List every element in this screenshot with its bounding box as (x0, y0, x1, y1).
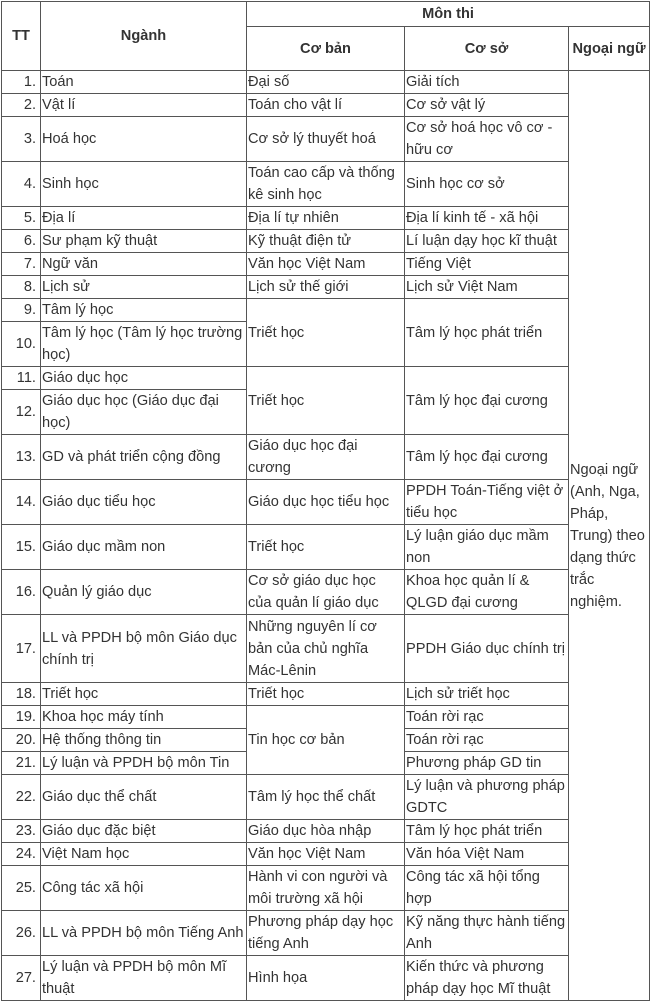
row-major: Tâm lý học (41, 299, 247, 322)
row-major: Toán (41, 71, 247, 94)
table-row (2, 525, 650, 570)
row-basic-subject: Giáo dục học đại cương (247, 435, 405, 480)
table-row (2, 94, 650, 117)
row-major: Giáo dục học (41, 367, 247, 390)
header-ngoai-ngu: Ngoại ngữ (569, 27, 650, 71)
header-mon-thi: Môn thi (247, 2, 650, 27)
row-basic-subject: Đại số (247, 71, 405, 94)
row-basic-subject: Hình họa (247, 956, 405, 1001)
row-foundation-subject: Tiếng Việt (405, 253, 569, 276)
row-foundation-subject: Kiến thức và phương pháp dạy học Mĩ thuật (405, 956, 569, 1001)
table-row (2, 615, 650, 683)
row-number: 25. (2, 866, 41, 911)
row-major: Lý luận và PPDH bộ môn Mĩ thuật (41, 956, 247, 1001)
row-basic-subject: Cơ sở lý thuyết hoá (247, 117, 405, 162)
row-number: 13. (2, 435, 41, 480)
row-basic-subject: Triết học (247, 525, 405, 570)
row-number: 17. (2, 615, 41, 683)
row-foundation-subject: Kỹ năng thực hành tiếng Anh (405, 911, 569, 956)
row-basic-subject: Giáo dục học tiểu học (247, 480, 405, 525)
row-major: Triết học (41, 683, 247, 706)
row-major: Hệ thống thông tin (41, 729, 247, 752)
table-row (2, 706, 650, 729)
row-number: 11. (2, 367, 41, 390)
header-co-ban: Cơ bản (247, 27, 405, 71)
row-foundation-subject: PPDH Giáo dục chính trị (405, 615, 569, 683)
row-foundation-subject: Lịch sử Việt Nam (405, 276, 569, 299)
table-row (2, 956, 650, 1001)
row-major: Vật lí (41, 94, 247, 117)
row-basic-subject: Tâm lý học thể chất (247, 775, 405, 820)
row-foundation-subject: Lý luận và phương pháp GDTC (405, 775, 569, 820)
row-basic-subject: Triết học (247, 683, 405, 706)
row-foundation-subject: Địa lí kinh tế - xã hội (405, 207, 569, 230)
foreign-language-cell: Ngoại ngữ (Anh, Nga, Pháp, Trung) theo dạng thức trắc nghiệm. (569, 71, 650, 1001)
row-basic-subject: Hành vi con người và môi trường xã hội (247, 866, 405, 911)
row-number: 5. (2, 207, 41, 230)
row-number: 24. (2, 843, 41, 866)
row-major: Sinh học (41, 162, 247, 207)
row-number: 14. (2, 480, 41, 525)
table-row (2, 299, 650, 322)
row-foundation-subject: Tâm lý học đại cương (405, 367, 569, 435)
table-row (2, 911, 650, 956)
row-major: Giáo dục thể chất (41, 775, 247, 820)
row-number: 2. (2, 94, 41, 117)
row-number: 22. (2, 775, 41, 820)
table-row (2, 253, 650, 276)
row-foundation-subject: Giải tích (405, 71, 569, 94)
row-major: Khoa học máy tính (41, 706, 247, 729)
row-basic-subject: Văn học Việt Nam (247, 253, 405, 276)
row-basic-subject: Triết học (247, 299, 405, 367)
row-basic-subject: Tin học cơ bản (247, 706, 405, 775)
row-major: Việt Nam học (41, 843, 247, 866)
table-row (2, 843, 650, 866)
row-basic-subject: Những nguyên lí cơ bản của chủ nghĩa Mác-Lênin (247, 615, 405, 683)
table-row (2, 367, 650, 390)
table-row (2, 820, 650, 843)
table-row (2, 570, 650, 615)
row-basic-subject: Kỹ thuật điện tử (247, 230, 405, 253)
row-number: 15. (2, 525, 41, 570)
row-major: Quản lý giáo dục (41, 570, 247, 615)
table-row (2, 71, 650, 94)
row-number: 7. (2, 253, 41, 276)
row-number: 6. (2, 230, 41, 253)
row-major: LL và PPDH bộ môn Giáo dục chính trị (41, 615, 247, 683)
row-basic-subject: Cơ sở giáo dục học của quản lí giáo dục (247, 570, 405, 615)
row-foundation-subject: Cơ sở hoá học vô cơ - hữu cơ (405, 117, 569, 162)
row-basic-subject: Địa lí tự nhiên (247, 207, 405, 230)
row-number: 8. (2, 276, 41, 299)
row-number: 12. (2, 390, 41, 435)
row-major: Giáo dục đặc biệt (41, 820, 247, 843)
row-number: 10. (2, 322, 41, 367)
row-foundation-subject: Khoa học quản lí & QLGD đại cương (405, 570, 569, 615)
row-foundation-subject: Toán rời rạc (405, 706, 569, 729)
row-number: 23. (2, 820, 41, 843)
row-basic-subject: Toán cao cấp và thống kê sinh học (247, 162, 405, 207)
row-number: 1. (2, 71, 41, 94)
row-foundation-subject: Cơ sở vật lý (405, 94, 569, 117)
row-number: 16. (2, 570, 41, 615)
row-major: Giáo dục học (Giáo dục đại học) (41, 390, 247, 435)
row-number: 20. (2, 729, 41, 752)
exam-subjects-table (1, 1, 650, 1001)
row-major: Địa lí (41, 207, 247, 230)
table-row (2, 775, 650, 820)
row-number: 27. (2, 956, 41, 1001)
table-row (2, 866, 650, 911)
row-foundation-subject: Lý luận giáo dục mầm non (405, 525, 569, 570)
row-number: 4. (2, 162, 41, 207)
row-foundation-subject: Phương pháp GD tin (405, 752, 569, 775)
row-foundation-subject: Toán rời rạc (405, 729, 569, 752)
row-number: 3. (2, 117, 41, 162)
row-foundation-subject: Tâm lý học phát triển (405, 299, 569, 367)
row-major: Sư phạm kỹ thuật (41, 230, 247, 253)
table-row (2, 435, 650, 480)
row-foundation-subject: PPDH Toán-Tiếng việt ở tiểu học (405, 480, 569, 525)
row-foundation-subject: Lí luận dạy học kĩ thuật (405, 230, 569, 253)
table-row (2, 683, 650, 706)
row-basic-subject: Văn học Việt Nam (247, 843, 405, 866)
row-major: Công tác xã hội (41, 866, 247, 911)
table-row (2, 207, 650, 230)
row-foundation-subject: Tâm lý học đại cương (405, 435, 569, 480)
row-major: Ngữ văn (41, 253, 247, 276)
row-foundation-subject: Tâm lý học phát triển (405, 820, 569, 843)
row-major: Tâm lý học (Tâm lý học trường học) (41, 322, 247, 367)
row-major: Hoá học (41, 117, 247, 162)
row-basic-subject: Lịch sử thế giới (247, 276, 405, 299)
row-number: 9. (2, 299, 41, 322)
row-number: 18. (2, 683, 41, 706)
row-major: Giáo dục tiểu học (41, 480, 247, 525)
row-major: GD và phát triển cộng đồng (41, 435, 247, 480)
row-foundation-subject: Văn hóa Việt Nam (405, 843, 569, 866)
row-foundation-subject: Công tác xã hội tổng hợp (405, 866, 569, 911)
row-basic-subject: Triết học (247, 367, 405, 435)
table-row (2, 276, 650, 299)
table-row (2, 162, 650, 207)
row-major: LL và PPDH bộ môn Tiếng Anh (41, 911, 247, 956)
row-major: Lịch sử (41, 276, 247, 299)
table-row (2, 117, 650, 162)
table-row (2, 230, 650, 253)
row-foundation-subject: Sinh học cơ sở (405, 162, 569, 207)
table-row (2, 480, 650, 525)
row-basic-subject: Toán cho vật lí (247, 94, 405, 117)
row-basic-subject: Phương pháp dạy học tiếng Anh (247, 911, 405, 956)
row-basic-subject: Giáo dục hòa nhập (247, 820, 405, 843)
header-tt: TT (2, 2, 41, 71)
row-major: Lý luận và PPDH bộ môn Tin (41, 752, 247, 775)
row-foundation-subject: Lịch sử triết học (405, 683, 569, 706)
header-co-so: Cơ sở (405, 27, 569, 71)
row-number: 26. (2, 911, 41, 956)
header-nganh: Ngành (41, 2, 247, 71)
row-major: Giáo dục mầm non (41, 525, 247, 570)
row-number: 21. (2, 752, 41, 775)
row-number: 19. (2, 706, 41, 729)
